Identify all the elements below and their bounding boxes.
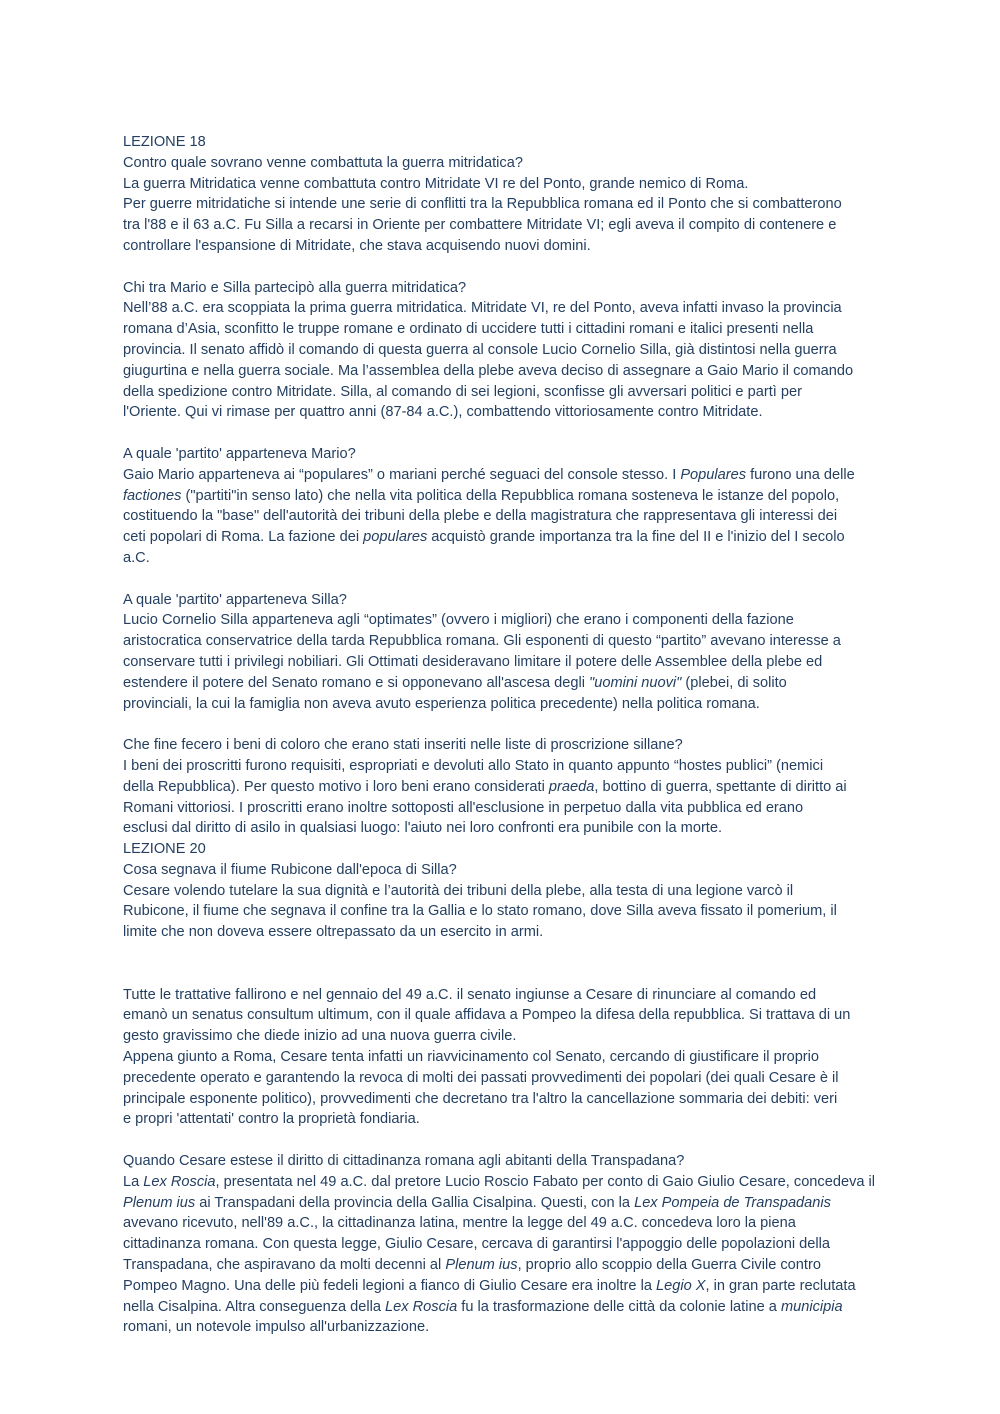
- answer-line: emanò un senatus consultum ultimum, con il quale affidava a Pompeo la difesa della repubblica. Si trattava di un: [123, 1007, 851, 1024]
- answer-line: Per guerre mitridatiche si intende une serie di conflitti tra la Repubblica romana ed il Ponto che si combatterono: [123, 196, 842, 213]
- section-civil-war: [123, 985, 910, 1131]
- answer-line: I beni dei proscritti furono requisiti, espropriati e devoluti allo Stato in quanto appunto “hostes publici” (nemici: [123, 757, 824, 774]
- answer-line: Romani vittoriosi. I proscritti erano inoltre sottoposti all'esclusione in perpetuo dalla vita pubblica ed erano: [123, 799, 804, 816]
- answer-line: Tutte le trattative fallirono e nel gennaio del 49 a.C. il senato ingiunse a Cesare di rinunciare al comando ed: [123, 986, 817, 1003]
- question-heading: A quale 'partito' apparteneva Mario?: [123, 445, 356, 462]
- answer-line: provincia. Il senato affidò il comando di questa guerra al console Lucio Cornelio Silla, già distintosi nella guerra: [123, 341, 837, 358]
- answer-line: Nell’88 a.C. era scoppiata la prima guerra mitridatica. Mitridate VI, re del Ponto, aveva infatti invaso la provincia: [123, 300, 842, 317]
- text-run: La: [123, 1173, 144, 1190]
- spacer: [123, 423, 910, 444]
- question-heading: A quale 'partito' apparteneva Silla?: [123, 591, 347, 608]
- italic-term: Plenum ius: [123, 1194, 196, 1211]
- italic-term: Populares: [680, 466, 747, 483]
- answer-line: precedente operato e garantendo la revoca di molti dei passati provvedimenti dei popolari (dei quali Cesare è il: [123, 1069, 839, 1086]
- question-heading: Contro quale sovrano venne combattuta la guerra mitridatica?: [123, 154, 523, 171]
- answer-line: principale esponente politico), provvedimenti che decretano tra l'altro la cancellazione sommaria dei debiti: veri: [123, 1090, 838, 1107]
- italic-term: Lex Roscia: [385, 1298, 458, 1315]
- text-run: , in gran parte reclutata: [705, 1277, 856, 1294]
- text-run: nella Cisalpina. Altra conseguenza della: [123, 1298, 386, 1315]
- answer-line: [123, 527, 910, 548]
- answer-line: [123, 1255, 910, 1276]
- text-run: Gaio Mario apparteneva ai “populares” o mariani perché seguaci del console stesso. I: [123, 466, 681, 483]
- answer-line: a.C.: [123, 549, 150, 566]
- italic-term: municipia: [780, 1298, 843, 1315]
- spacer: [123, 964, 910, 985]
- italic-term: Lex Roscia: [143, 1173, 216, 1190]
- section-rubicone: [123, 860, 910, 943]
- text-run: fu la trasformazione delle città da colonie latine a: [457, 1298, 781, 1315]
- answer-line: avevano ricevuto, nell'89 a.C., la cittadinanza latina, mentre la legge del 49 a.C. concedeva loro la piena: [123, 1215, 796, 1232]
- answer-line: Appena giunto a Roma, Cesare tenta infatti un riavvicinamento col Senato, cercando di giustificare il proprio: [123, 1049, 820, 1066]
- spacer: [123, 257, 910, 278]
- answer-line: [123, 486, 910, 507]
- text-run: acquistò grande importanza tra la fine del II e l'inizio del I secolo: [427, 529, 845, 546]
- text-run: (plebei, di solito: [681, 674, 787, 691]
- section-silla-party: [123, 590, 910, 715]
- lesson-18-title: LEZIONE 18: [123, 134, 206, 150]
- answer-line: costituendo la "base" dell'autorità dei tribuni della plebe e della magistratura che rappresentava gli interessi dei: [123, 508, 838, 525]
- answer-line: gesto gravissimo che diede inizio ad una nuova guerra civile.: [123, 1028, 517, 1045]
- text-run: ("partiti"in senso lato) che nella vita politica della Repubblica romana sosteneva le istanze del popolo,: [181, 487, 840, 504]
- text-run: ai Transpadani della provincia della Gallia Cisalpina. Questi, con la: [195, 1194, 635, 1211]
- section-proscription-goods: [123, 735, 910, 839]
- answer-line: Rubicone, il fiume che segnava il confine tra la Gallia e lo stato romano, dove Silla aveva fissato il pomerium, il: [123, 903, 837, 920]
- spacer: [123, 569, 910, 590]
- italic-term: praeda: [548, 778, 595, 795]
- lesson-20-title: LEZIONE 20: [123, 841, 206, 858]
- spacer: [123, 714, 910, 735]
- answer-line: [123, 1193, 910, 1214]
- italic-term: Plenum ius: [445, 1257, 518, 1274]
- section-mario-silla-war: [123, 278, 910, 424]
- text-run: Pompeo Magno. Una delle più fedeli legioni a fianco di Giulio Cesare era inoltre la: [123, 1277, 656, 1294]
- answer-line: controllare l'espansione di Mitridate, che stava acquisendo nuovi domini.: [123, 237, 591, 254]
- answer-line: giugurtina e nella guerra sociale. Ma l’assemblea della plebe aveva deciso di assegnare a Gaio Mario il comando: [123, 362, 854, 379]
- answer-line: e propri 'attentati' contro la proprietà fondiaria.: [123, 1111, 420, 1128]
- spacer: [123, 943, 910, 964]
- answer-line: Cesare volendo tutelare la sua dignità e l’autorità dei tribuni della plebe, alla testa di una legione varcò il: [123, 882, 794, 899]
- answer-line: provinciali, la cui la famiglia non aveva avuto esperienza politica precedente) nella politica romana.: [123, 695, 760, 712]
- text-run: furono una delle: [746, 466, 855, 483]
- answer-line: romani, un notevole impulso all'urbanizzazione.: [123, 1319, 430, 1336]
- italic-term: populares: [363, 529, 428, 546]
- question-heading: Che fine fecero i beni di coloro che erano stati inseriti nelle liste di proscrizione sillane?: [123, 737, 683, 754]
- question-heading: Cosa segnava il fiume Rubicone dall'epoca di Silla?: [123, 861, 457, 878]
- answer-line: tra l'88 e il 63 a.C. Fu Silla a recarsi in Oriente per combattere Mitridate VI; egli aveva il compito di contenere e: [123, 217, 837, 234]
- answer-line: [123, 1172, 910, 1193]
- answer-line: La guerra Mitridatica venne combattuta contro Mitridate VI re del Ponto, grande nemico di Roma.: [123, 175, 749, 192]
- answer-line: [123, 777, 910, 798]
- italic-term: "uomini nuovi": [589, 674, 682, 691]
- answer-line: [123, 1276, 910, 1297]
- answer-line: cittadinanza romana. Con questa legge, Giulio Cesare, cercava di garantirsi l'appoggio delle popolazioni della: [123, 1236, 830, 1253]
- section-mithridatic-war-sovereign: [123, 153, 910, 257]
- section-transpadana-citizenship: [123, 1151, 910, 1338]
- answer-line: romana d’Asia, sconfitto le truppe romane e ordinato di uccidere tutti i cittadini romani e italici presenti nella: [123, 321, 814, 338]
- italic-term: Legio X: [656, 1277, 706, 1294]
- answer-line: esclusi dal diritto di asilo in qualsiasi luogo: l'aiuto nei loro confronti era punibile con la morte.: [123, 820, 723, 837]
- answer-line: aristocratica conservatrice della tarda Repubblica romana. Gli esponenti di questo “partito” avevano interesse a: [123, 633, 841, 650]
- italic-term: factiones: [123, 487, 182, 504]
- text-run: ceti popolari di Roma. La fazione dei: [123, 529, 364, 546]
- text-run: della Repubblica). Per questo motivo i loro beni erano considerati: [123, 778, 549, 795]
- text-run: , presentata nel 49 a.C. dal pretore Lucio Roscio Fabato per conto di Gaio Giulio Cesare, concedeva il: [215, 1173, 876, 1190]
- spacer: [123, 1130, 910, 1151]
- answer-line: conservare tutti i privilegi nobiliari. Gli Ottimati desideravano limitare il potere delle Assemblee della plebe ed: [123, 653, 823, 670]
- answer-line: [123, 673, 910, 694]
- question-heading: Quando Cesare estese il diritto di cittadinanza romana agli abitanti della Transpadana?: [123, 1153, 685, 1170]
- question-heading: Chi tra Mario e Silla partecipò alla guerra mitridatica?: [123, 279, 467, 296]
- text-run: Transpadana, che aspiravano da molti decenni al: [123, 1257, 446, 1274]
- text-run: , bottino di guerra, spettante di diritto ai: [594, 778, 847, 795]
- answer-line: limite che non doveva essere oltrepassato da un esercito in armi.: [123, 924, 544, 941]
- answer-line: Lucio Cornelio Silla apparteneva agli “optimates” (ovvero i migliori) che erano i componenti della fazione: [123, 612, 794, 629]
- section-mario-party: [123, 444, 910, 569]
- answer-line: della spedizione contro Mitridate. Silla, al comando di sei legioni, sconfisse gli avversari politici e partì per: [123, 383, 802, 400]
- answer-line: [123, 1297, 910, 1318]
- text-run: estendere il potere del Senato romano e si opponevano all'ascesa degli: [123, 674, 590, 691]
- text-run: , proprio allo scoppio della Guerra Civile contro: [517, 1257, 821, 1274]
- answer-line: l'Oriente. Qui vi rimase per quattro anni (87-84 a.C.), combattendo vittoriosamente contro Mitridate.: [123, 404, 763, 421]
- italic-term: Lex Pompeia de Transpadanis: [634, 1194, 831, 1211]
- answer-line: [123, 465, 910, 486]
